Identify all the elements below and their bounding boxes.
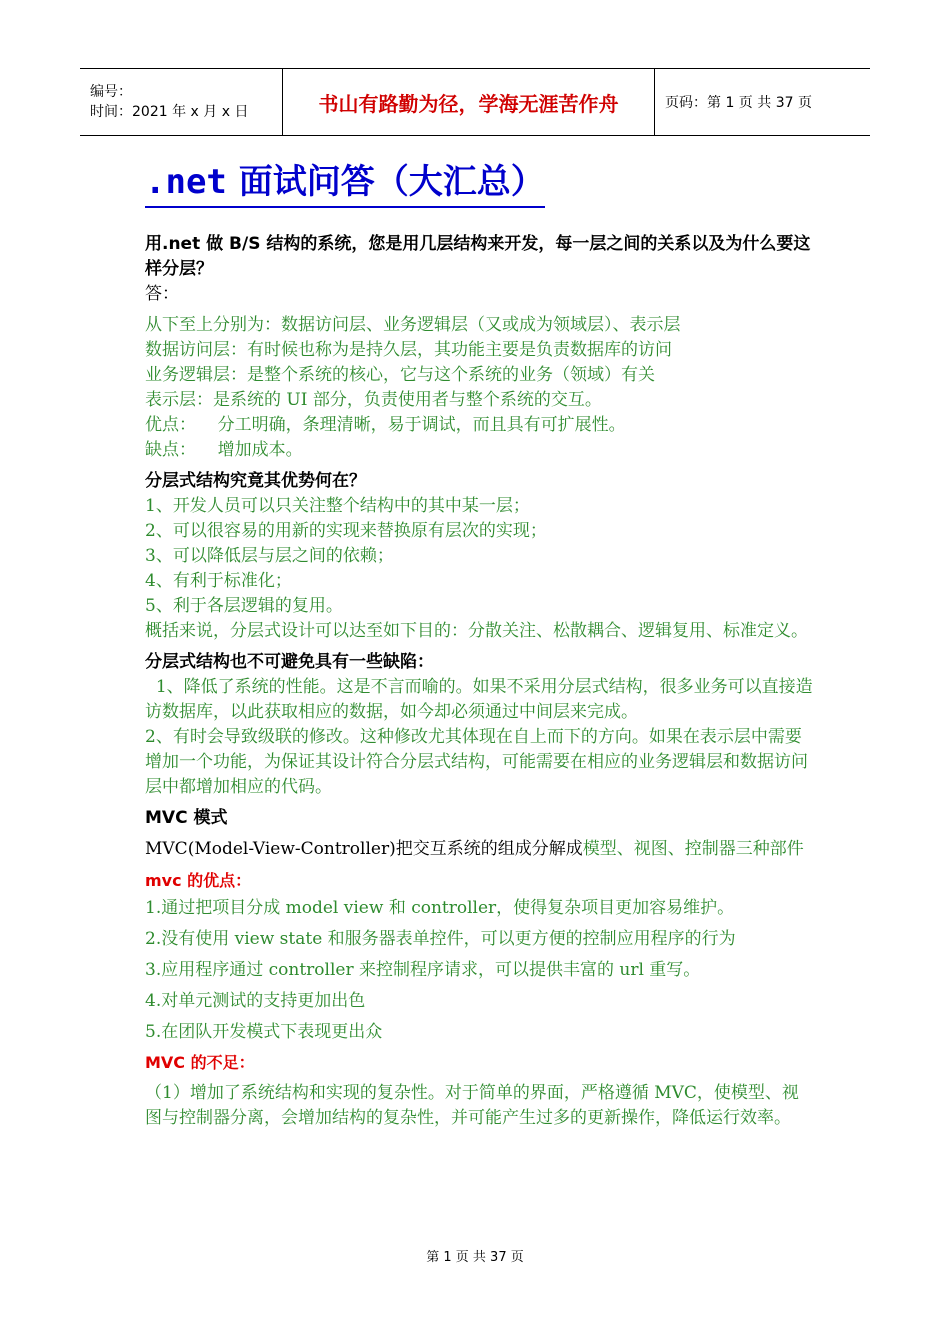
drawback-line: 2、有时会导致级联的修改。这种修改尤其体现在自上而下的方向。如果在表示层中需要增加一个功能，为保证其设计符合分层式结构，可能需要在相应的业务逻辑层和数据访问层中都增加相应的代码。 — [145, 727, 808, 797]
mvc-cons-heading: MVC 的不足： — [145, 1053, 255, 1072]
document-title — [145, 160, 545, 208]
question-3: 分层式结构也不可避免具有一些缺陷： — [145, 652, 434, 672]
advantage-line: 1、开发人员可以只关注整个结构中的其中某一层； — [145, 496, 530, 516]
mvc-pro-item: 2.没有使用 view state 和服务器表单控件，可以更方便的控制应用程序的行为 — [145, 929, 736, 949]
answer-line: 业务逻辑层：是整个系统的核心，它与这个系统的业务（领域）有关 — [145, 365, 655, 385]
page-header — [80, 68, 870, 136]
advantage-summary: 概括来说，分层式设计可以达至如下目的：分散关注、松散耦合、逻辑复用、标准定义。 — [145, 621, 808, 641]
answer-line: 缺点： 增加成本。 — [145, 440, 303, 460]
mvc-pro-item: 4.对单元测试的支持更加出色 — [145, 991, 366, 1011]
header-motto: 书山有路勤为径，学海无涯苦作舟 — [318, 91, 619, 116]
header-time: 时间：2021 年 x 月 x 日 — [90, 104, 249, 120]
mvc-cons-text: （1）增加了系统结构和实现的复杂性。对于简单的界面，严格遵循 MVC，使模型、视图与控制器分离，会增加结构的复杂性，并可能产生过多的更新操作，降低运行效率。 — [145, 1083, 799, 1128]
mvc-pro-item: 1.通过把项目分成 model view 和 controller，使得复杂项目更加容易维护。 — [145, 898, 735, 918]
title-rest: 面试问答（大汇总） — [226, 162, 545, 202]
question-2: 分层式结构究竟其优势何在？ — [145, 471, 366, 491]
question-1: 用.net 做 B/S 结构的系统，您是用几层结构来开发，每一层之间的关系以及为什么要这样分层？ — [145, 234, 811, 279]
advantage-line: 5、利于各层逻辑的复用。 — [145, 596, 343, 616]
header-page-number: 页码：第 1 页 共 37 页 — [665, 95, 812, 111]
mvc-pro-item: 3.应用程序通过 controller 来控制程序请求，可以提供丰富的 url 重写。 — [145, 960, 701, 980]
mvc-intro-text: MVC(Model-View-Controller)把交互系统的组成分解成 — [145, 839, 583, 859]
document-body — [145, 160, 815, 1131]
mvc-pros-heading: mvc 的优点： — [145, 871, 252, 890]
answer-line: 优点： 分工明确，条理清晰，易于调试，而且具有可扩展性。 — [145, 415, 626, 435]
page-footer: 第 1 页 共 37 页 — [426, 1250, 524, 1265]
mvc-intro — [145, 837, 815, 862]
mvc-intro-highlight: 模型、视图、控制器三种部件 — [582, 839, 804, 859]
mvc-pro-item: 5.在团队开发模式下表现更出众 — [145, 1022, 383, 1042]
answer-line: 表示层：是系统的 UI 部分，负责使用者与整个系统的交互。 — [145, 390, 602, 410]
answer-label: 答： — [145, 284, 179, 304]
header-page-info — [655, 69, 870, 135]
advantage-line: 4、有利于标准化； — [145, 571, 292, 591]
answer-line: 从下至上分别为：数据访问层、业务逻辑层（又或成为领域层）、表示层 — [145, 315, 681, 335]
header-motto-cell — [282, 69, 655, 135]
advantage-line: 2、可以很容易的用新的实现来替换原有层次的实现； — [145, 521, 547, 541]
header-number: 编号： — [90, 84, 132, 100]
mvc-heading: MVC 模式 — [145, 808, 228, 828]
drawback-line: 1、降低了系统的性能。这是不言而喻的。如果不采用分层式结构，很多业务可以直接造访数据库，以此获取相应的数据，如今却必须通过中间层来完成。 — [145, 677, 813, 722]
advantage-line: 3、可以降低层与层之间的依赖； — [145, 546, 394, 566]
answer-line: 数据访问层：有时候也称为是持久层，其功能主要是负责数据库的访问 — [145, 340, 672, 360]
header-meta — [80, 69, 282, 135]
title-prefix: .net — [145, 162, 227, 202]
